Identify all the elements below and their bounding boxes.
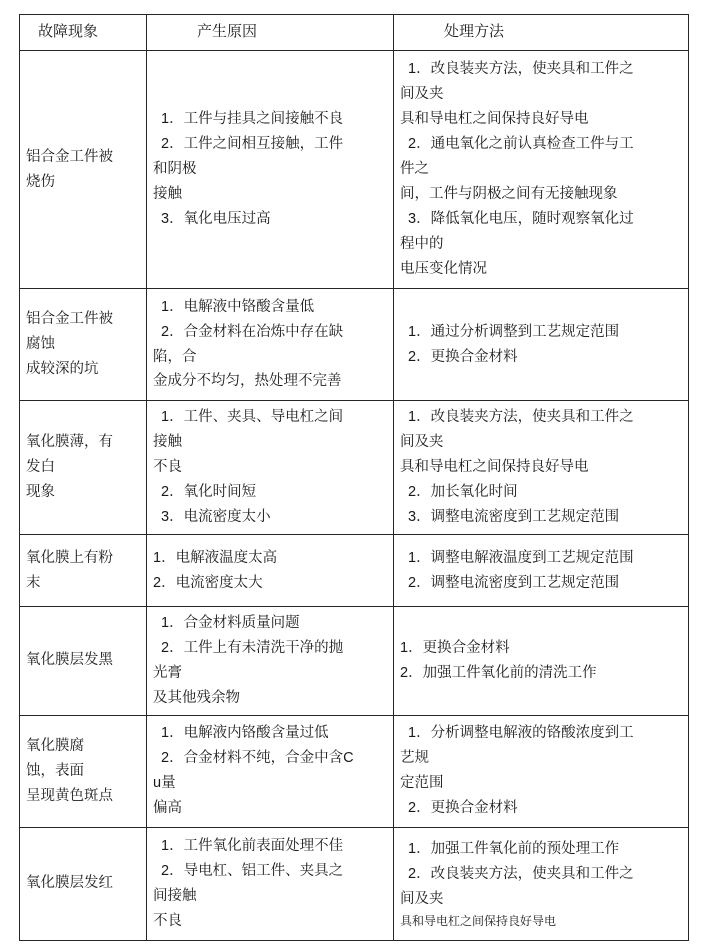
text-line: 间及夹: [400, 86, 444, 103]
column-header-cause: [147, 15, 394, 51]
table-row: [20, 827, 689, 940]
cell-phenomenon: [20, 401, 147, 535]
cell-phenomenon: [20, 289, 147, 401]
text-line: 偏高: [153, 800, 182, 817]
table-row: [20, 401, 689, 535]
text-line: 具和导电杠之间保持良好导电: [400, 459, 589, 476]
text-line: 氧化膜层发红: [26, 875, 113, 892]
cell-remedy: [394, 535, 689, 607]
text-line: 现象: [26, 483, 55, 500]
table-body: [20, 51, 689, 941]
text-line: 1．通过分析调整到工艺规定范围: [400, 323, 620, 340]
text-line: 氧化膜腐: [26, 737, 84, 754]
fault-troubleshooting-table: [19, 14, 689, 941]
text-line: 2．工件上有未清洗干净的抛: [153, 639, 344, 656]
cell-cause: [147, 289, 394, 401]
text-line: 2．调整电流密度到工艺规定范围: [400, 574, 620, 591]
text-line: 间，工件与阴极之间有无接触现象: [400, 185, 618, 202]
text-line: 2．通电氧化之前认真检查工件与工: [400, 136, 634, 153]
column-header-phenomenon: [20, 15, 147, 51]
cell-cause: [147, 535, 394, 607]
text-line: 2．合金材料不纯，合金中含C: [153, 750, 354, 767]
text-line: 2．电流密度太大: [153, 574, 263, 591]
text-line: 陷，合: [153, 348, 197, 365]
column-header-cause-label: 产生原因: [197, 23, 258, 41]
text-line: 1．更换合金材料: [400, 639, 510, 656]
table-row: [20, 535, 689, 607]
cell-phenomenon: [20, 827, 147, 940]
table-row: [20, 607, 689, 716]
text-line: 金成分不均匀，热处理不完善: [153, 373, 342, 390]
column-header-remedy-label: 处理方法: [444, 23, 505, 41]
text-line: 铝合金工件被: [26, 311, 113, 328]
text-line: u量: [153, 775, 176, 792]
text-line: 发白: [26, 459, 55, 476]
text-line: 电压变化情况: [400, 260, 487, 277]
cell-phenomenon: [20, 51, 147, 289]
cell-cause: [147, 827, 394, 940]
text-line: 艺规: [400, 750, 429, 767]
text-line: 1．工件氧化前表面处理不佳: [153, 837, 344, 854]
table-header: [20, 15, 689, 51]
text-line: 不良: [153, 459, 182, 476]
text-line: 铝合金工件被: [26, 148, 113, 165]
text-line: 间接触: [153, 887, 197, 904]
text-line: 接触: [153, 434, 182, 451]
column-header-phenomenon-label: 故障现象: [38, 23, 99, 41]
text-line: 呈现黄色斑点: [26, 787, 113, 804]
text-line: 氧化膜层发黑: [26, 652, 113, 669]
cell-cause: [147, 51, 394, 289]
cell-remedy: [394, 715, 689, 827]
text-line: 2．改良装夹方法，使夹具和工件之: [400, 865, 634, 882]
text-line: 2．导电杠、铝工件、夹具之: [153, 862, 344, 879]
text-line: 2．更换合金材料: [400, 348, 518, 365]
text-line: 1．改良装夹方法，使夹具和工件之: [400, 409, 634, 426]
text-line: 1．电解液中铬酸含量低: [153, 298, 315, 315]
cell-remedy: [394, 289, 689, 401]
text-line: 2．合金材料在冶炼中存在缺: [153, 323, 344, 340]
text-line: 2．更换合金材料: [400, 800, 518, 817]
text-line: 氧化膜薄，有: [26, 434, 113, 451]
text-line: 3．电流密度太小: [153, 508, 271, 525]
text-line: 3．降低氧化电压，随时观察氧化过: [400, 210, 634, 227]
cell-cause: [147, 401, 394, 535]
text-line: 间及夹: [400, 434, 444, 451]
text-line: 具和导电杠之间保持良好导电: [400, 913, 557, 928]
text-line: 及其他残余物: [153, 689, 240, 706]
table-row: [20, 715, 689, 827]
text-line: 蚀，表面: [26, 762, 84, 779]
cell-phenomenon: [20, 607, 147, 716]
text-line: 腐蚀: [26, 336, 55, 353]
cell-remedy: [394, 827, 689, 940]
cell-phenomenon: [20, 715, 147, 827]
text-line: 成较深的坑: [26, 360, 99, 377]
text-line: 烧伤: [26, 173, 55, 190]
text-line: 3．氧化电压过高: [153, 210, 271, 227]
text-line: 1．工件与挂具之间接触不良: [153, 111, 344, 128]
text-line: 件之: [400, 161, 429, 178]
text-line: 和阴极: [153, 161, 197, 178]
text-line: 1．合金材料质量问题: [153, 615, 300, 631]
text-line: 1．加强工件氧化前的预处理工作: [400, 840, 620, 857]
text-line: 3．调整电流密度到工艺规定范围: [400, 508, 620, 525]
cell-remedy: [394, 51, 689, 289]
table-row: [20, 289, 689, 401]
table-row: [20, 51, 689, 289]
cell-cause: [147, 607, 394, 716]
table-header-row: [20, 15, 689, 51]
text-line: 不良: [153, 912, 182, 929]
text-line: 1．调整电解液温度到工艺规定范围: [400, 549, 634, 566]
text-line: 1．电解液内铬酸含量过低: [153, 725, 329, 742]
text-line: 具和导电杠之间保持良好导电: [400, 111, 589, 128]
column-header-remedy: [394, 15, 689, 51]
text-line: 间及夹: [400, 890, 444, 907]
text-line: 2．氧化时间短: [153, 483, 257, 500]
cell-remedy: [394, 607, 689, 716]
text-line: 1．改良装夹方法，使夹具和工件之: [400, 61, 634, 78]
text-line: 定范围: [400, 775, 444, 792]
cell-phenomenon: [20, 535, 147, 607]
text-line: 光膏: [153, 664, 182, 681]
text-line: 2．加长氧化时间: [400, 483, 518, 500]
text-line: 1．电解液温度太高: [153, 549, 278, 566]
cell-remedy: [394, 401, 689, 535]
text-line: 氧化膜上有粉: [26, 549, 113, 566]
cell-cause: [147, 715, 394, 827]
text-line: 2．加强工件氧化前的清洗工作: [400, 664, 597, 681]
text-line: 程中的: [400, 235, 444, 252]
text-line: 2．工件之间相互接触，工件: [153, 136, 344, 153]
text-line: 接触: [153, 185, 182, 202]
text-line: 1．工件、夹具、导电杠之间: [153, 409, 344, 426]
text-line: 1．分析调整电解液的铬酸浓度到工: [400, 725, 634, 742]
text-line: 末: [26, 574, 41, 591]
